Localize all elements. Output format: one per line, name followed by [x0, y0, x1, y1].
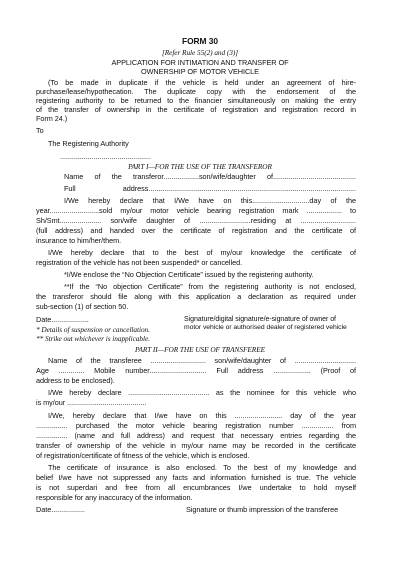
- transferor-address-field: Full address.........................................................................................................: [64, 184, 356, 193]
- noc-alternative-line-1: **If the “No objection Certificate” from the registering authority is not enclosed,: [64, 282, 356, 291]
- intro-line-5: Form 24.): [36, 114, 68, 123]
- transferee-age-mobile-address-field: Age ............. Mobile number............................. Full address ................... (Proof of: [36, 366, 356, 375]
- intro-line-2: purchase/lease/hypothecation. The duplicate copy with the endorsement of the: [36, 87, 356, 96]
- part-1-date-field: Date...................: [36, 315, 89, 324]
- part-1-declaration-line-5: insurance to him/her/them.: [36, 236, 122, 245]
- part-1-declaration-line-2: year.........................sold my/our motor vehicle bearing registration mark .................. to: [36, 206, 356, 215]
- part-2-declaration-line-5: of registration/certificate of fitness of the vehicle, which is enclosed.: [36, 451, 250, 460]
- form-title-line-2: OWNERSHIP OF MOTOR VEHICLE: [140, 67, 260, 76]
- addressee: The Registering Authority: [48, 139, 129, 148]
- part-2-declaration-line-1: I/We, hereby declare that I/we have on this ........................ day of the year: [48, 411, 356, 420]
- knowledge-declaration-line-1: I/We hereby declare that to the best of my/our knowledge the certificate of: [48, 248, 356, 257]
- rule-reference: [Refer Rule 55(2) and (3)]: [161, 48, 239, 57]
- footnote-suspension: * Details of suspension or cancellation.: [36, 325, 150, 334]
- part-2-date-field: Date.................: [36, 505, 85, 514]
- part-2-heading: PART II—FOR THE USE OF TRANSFEREE: [134, 345, 266, 354]
- insurance-declaration-line-3: is not superdari and free from all encumbrances I/we undertake to hold myself: [36, 483, 356, 492]
- transferor-name-field: Name of the transferor..................son/wife/daughter of..........................................: [64, 172, 356, 181]
- part-2-declaration-line-4: transfer of ownership of the vehicle in my/our name may be recorded in the certificate: [36, 441, 356, 450]
- part-1-declaration-line-3: Sh/Smt..................... son/wife daughter of ..........................residing at ............................: [36, 216, 356, 225]
- transferee-address-proof-note: address to be enclosed).: [36, 376, 115, 385]
- transferee-signature: Signature or thumb impression of the transferee: [186, 505, 339, 514]
- nominee-declaration-line-2: is my/our ........................................: [36, 398, 147, 407]
- intro-line-3: registering authority to be returned to the financier simultaneously on making the entry: [36, 96, 356, 105]
- owner-signature-line-2: motor vehicle or authorised dealer of registered vehicle: [184, 324, 347, 331]
- noc-alternative-line-2: the transferor should file along with this application a declaration as required under: [36, 292, 356, 301]
- intro-line-4: of the transfer of ownership in the certificate of registration and registration record in: [36, 105, 356, 114]
- noc-alternative-line-3: sub-section (1) of section 50.: [36, 302, 129, 311]
- part-1-declaration-line-4: (full address) and handed over the certificate of registration and the certificate of: [36, 226, 356, 235]
- form-title-line-1: APPLICATION FOR INTIMATION AND TRANSFER OF: [111, 58, 289, 67]
- part-1-heading: PART I—FOR THE USE OF THE TRANSFEROR: [128, 162, 272, 171]
- nominee-declaration-line-1: I/We hereby declare ......................................... as the nominee for this vehicle who: [48, 388, 356, 397]
- footnote-strike-out: ** Strike out whichever is inapplicable.: [36, 334, 150, 343]
- transferee-name-field: Name of the transferee ............................ son/wife/daughter of ...............................: [48, 356, 356, 365]
- knowledge-declaration-line-2: registration of the vehicle has not been suspended* or cancelled.: [36, 258, 243, 267]
- addressee-blank: ..............................................: [60, 152, 151, 161]
- insurance-declaration-line-2: belief I/we have not suppressed any facts and information furnished is true. The vehicle: [36, 473, 356, 482]
- insurance-declaration-line-1: The certificate of insurance is also enclosed. To the best of my knowledge and: [48, 463, 356, 472]
- part-1-declaration-line-1: I/We hereby declare that I/We have on this.............................day of the: [64, 196, 356, 205]
- part-2-declaration-line-3: ................ (name and full address) and request that necessary entries regarding the: [36, 431, 356, 440]
- owner-signature-line-1: Signature/digital signature/e-signature of owner of: [184, 316, 336, 323]
- intro-line-1: (To be made in duplicate if the vehicle is held under an agreement of hire-: [48, 78, 356, 87]
- to-label: To: [36, 126, 44, 135]
- noc-enclosed-line: *I/We enclose the “No Objection Certificate” issued by the registering authority.: [64, 270, 314, 279]
- insurance-declaration-line-4: responsible for any inaccuracy of the information.: [36, 493, 193, 502]
- part-2-declaration-line-2: ................ purchased the motor vehicle bearing registration number ................ from: [36, 421, 356, 430]
- form-number: FORM 30: [182, 36, 218, 46]
